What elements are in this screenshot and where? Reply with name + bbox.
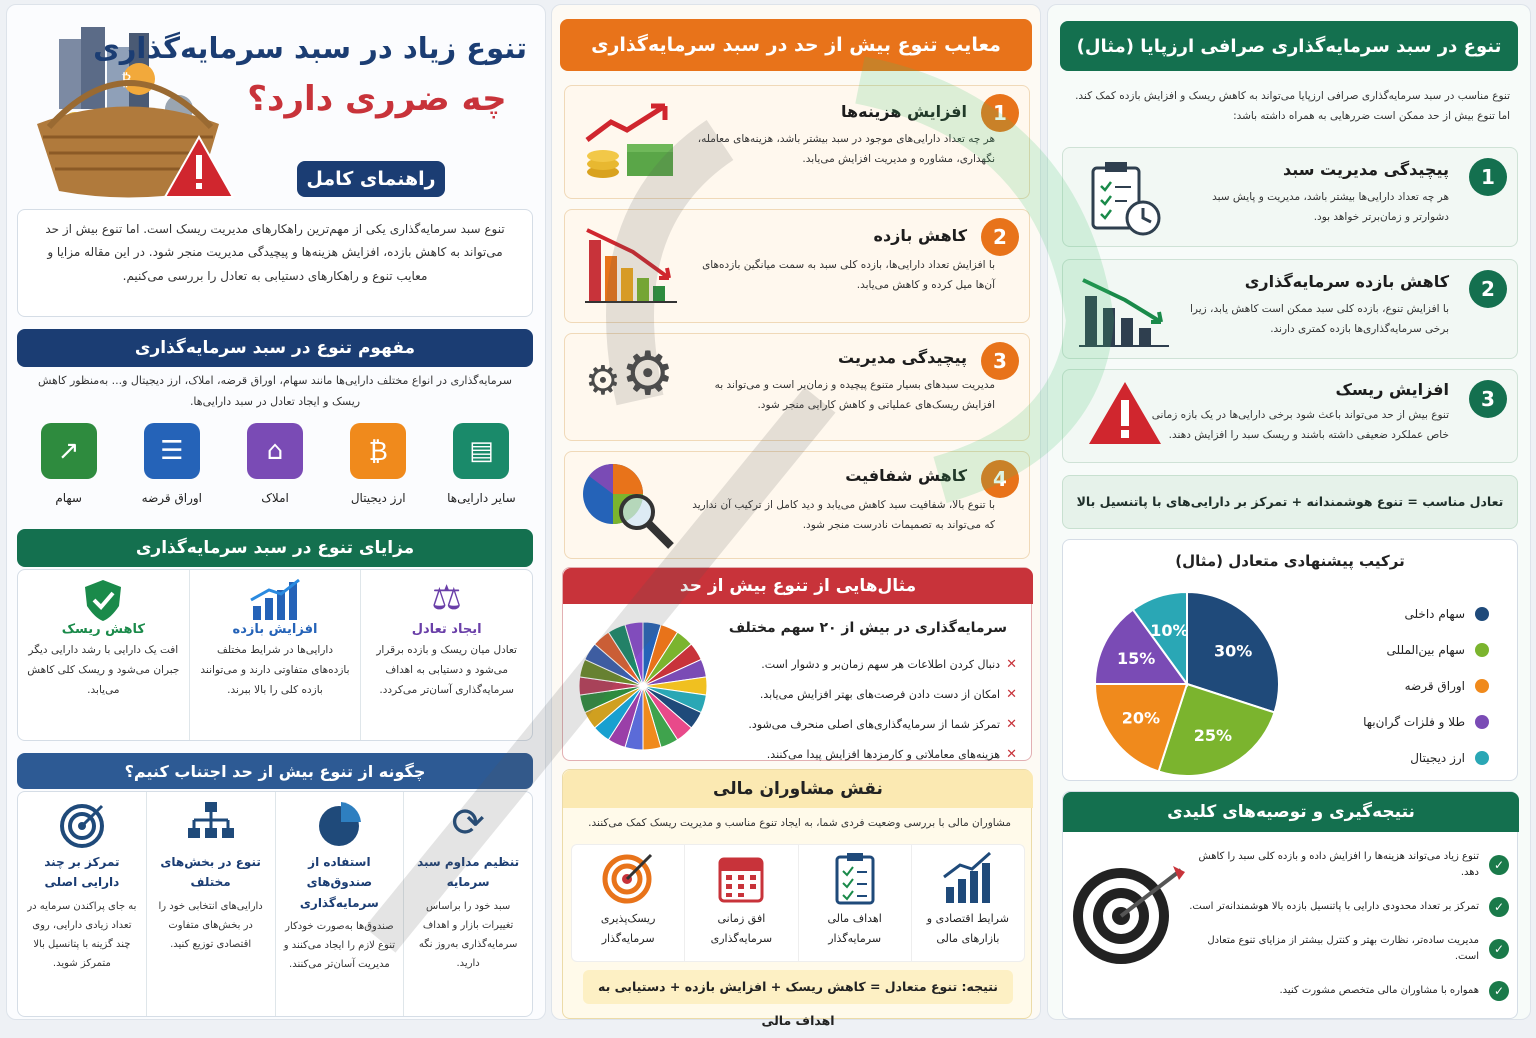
- disadvantages-header: معایب تنوع بیش از حد در سبد سرمایه‌گذاری: [560, 19, 1032, 71]
- asset-types: [17, 423, 533, 519]
- benefits-header: مزایای تنوع در سبد سرمایه‌گذاری: [17, 529, 533, 567]
- factor-goals: [798, 845, 911, 961]
- house-icon: ⌂: [247, 423, 303, 479]
- avoid-title: تمرکز بر چند دارایی اصلی: [44, 855, 120, 890]
- asset-label: سهام: [55, 491, 82, 505]
- benefit-title: کاهش ریسک: [61, 622, 145, 637]
- legend-swatch: [1475, 715, 1489, 729]
- bar-growth-icon: [912, 851, 1024, 909]
- number-badge: 1: [981, 94, 1019, 132]
- pie-icon: [282, 800, 398, 852]
- bar-decline-icon: [583, 226, 679, 310]
- advisor-factors: [571, 844, 1025, 962]
- benefit-balance: [360, 570, 532, 740]
- arzpaya-card-3: [1062, 369, 1518, 463]
- card-text: با افزایش تعداد دارایی‌ها، بازده کلی سبد به سمت میانگین بازده‌های آن‌ها میل کرده و کاهش می‌یابد.: [702, 259, 995, 291]
- bar-growth-icon: [198, 578, 353, 622]
- avoid-text: سبد خود را براساس تغییرات بازار و اهداف سرمایه‌گذاری به‌روز نگه دارید.: [418, 900, 518, 969]
- legend-label: سهام داخلی: [1404, 607, 1465, 621]
- number-badge: 3: [981, 342, 1019, 380]
- svg-text:₿: ₿: [120, 70, 132, 89]
- example-item: ✕هزینه‌های معاملاتی و کارمزدها افزایش پیدا می‌کنند.: [766, 746, 1017, 762]
- conclusion-header: نتیجه‌گیری و توصیه‌های کلیدی: [1063, 792, 1519, 832]
- card-title: کاهش بازده سرمایه‌گذاری: [1244, 272, 1449, 291]
- bar-decline-icon: [1077, 274, 1173, 354]
- avoid-title: تنوع در بخش‌های مختلف: [160, 855, 261, 890]
- legend-swatch: [1475, 679, 1489, 693]
- colorful-pie-icon: [575, 618, 711, 758]
- benefit-title: ایجاد تعادل: [411, 622, 482, 637]
- check-icon: ✓: [1489, 939, 1509, 959]
- intro-line1: تنوع مناسب در سبد سرمایه‌گذاری صرافی ارزپایا می‌تواند به کاهش ریسک و افزایش بازده کمک کند.: [1075, 90, 1510, 102]
- avoid-box: [17, 791, 533, 1017]
- card-title: افزایش هزینه‌ها: [841, 102, 967, 121]
- check-icon: ✓: [1489, 981, 1509, 1001]
- x-icon: ✕: [1006, 686, 1017, 702]
- card-title: کاهش شفافیت: [845, 466, 967, 485]
- check-icon: ✓: [1489, 855, 1509, 875]
- pie-slice-label: 30%: [1213, 641, 1253, 661]
- title-line2: چه ضرری دارد؟: [247, 79, 507, 119]
- hierarchy-icon: [153, 800, 269, 852]
- benefits-box: [17, 569, 533, 741]
- x-icon: ✕: [1006, 746, 1017, 762]
- card-title: کاهش بازده: [873, 226, 967, 245]
- legend-item: [1339, 596, 1489, 632]
- asset-item-other: [433, 423, 529, 519]
- disadvantage-card-3: [564, 333, 1030, 441]
- shield-check-icon: [26, 578, 181, 622]
- concept-text: سرمایه‌گذاری در انواع مختلف دارایی‌ها مانند سهام، اوراق قرضه، املاک، ارز دیجیتال و... به‌منظور کاهش ریسک و ایجاد تعادل در سبد دارایی‌ها.: [38, 374, 512, 408]
- legend-item: [1339, 632, 1489, 668]
- card-text: هر چه تعداد دارایی‌ها بیشتر باشد، مدیریت و پایش سبد دشوارتر و زمان‌برتر خواهد بود.: [1212, 191, 1449, 223]
- number-badge: 2: [981, 218, 1019, 256]
- arzpaya-card-1: [1062, 147, 1518, 247]
- asset-item-bonds: [124, 423, 220, 519]
- checklist-icon: [799, 851, 911, 909]
- card-title: افزایش ریسک: [1335, 380, 1449, 399]
- card-title: پیچیدگی مدیریت: [838, 348, 967, 367]
- example-item: ✕تمرکز شما از سرمایه‌گذاری‌های اصلی منحرف می‌شود.: [748, 716, 1017, 732]
- advisor-result: نتیجه: تنوع متعادل = کاهش ریسک + افزایش بازده + دستیابی به اهداف مالی: [583, 970, 1013, 1004]
- factor-horizon: [684, 845, 797, 961]
- avoid-text: به جای پراکندن سرمایه در تعداد زیادی دارایی، روی چند گزینه با پتانسیل بالا متمرکز شوید.: [27, 900, 137, 969]
- card-text: با تنوع بالا، شفافیت سبد کاهش می‌یابد و دید کامل از ترکیب آن ندارید که می‌تواند به تصمیمات نادرست منجر شود.: [692, 499, 995, 531]
- pie-slice-label: 15%: [1117, 649, 1156, 669]
- card-text: تنوع بیش از حد می‌تواند باعث شود برخی دارایی‌ها در یک بازه زمانی خاص عملکرد ضعیفی داشته باشند و ریسک سبد را افزایش دهند.: [1151, 409, 1449, 441]
- column-guide: [6, 4, 546, 1020]
- allocation-pie: [1091, 588, 1283, 780]
- balance-banner: تعادل مناسب = تنوع هوشمندانه + تمرکز بر دارایی‌های با پاتنسیل بالا: [1062, 475, 1518, 529]
- avoid-rebalance: [403, 792, 532, 1016]
- asset-item-stocks: [21, 423, 117, 519]
- money-growth-icon: [581, 100, 681, 190]
- arzpaya-intro: [1060, 87, 1510, 127]
- arzpaya-header: تنوع در سبد سرمایه‌گذاری صرافی ارزپایا (مثال): [1060, 21, 1518, 71]
- magnifier-pie-icon: [579, 458, 679, 558]
- check-icon: ✓: [1489, 897, 1509, 917]
- legend-label: اوراق قرضه: [1404, 679, 1465, 693]
- number-badge: 4: [981, 460, 1019, 498]
- card-text: هر چه تعداد دارایی‌های موجود در سبد بیشتر باشد، هزینه‌های معامله، نگهداری، مشاوره و مدیریت افزایش می‌یابد.: [697, 133, 995, 165]
- avoid-title: تنظیم مداوم سبد سرمایه: [417, 855, 520, 890]
- legend-label: ارز دیجیتال: [1410, 751, 1465, 765]
- conclusion-list: [1189, 844, 1509, 1012]
- avoid-text: دارایی‌های انتخابی خود را در بخش‌های متفاوت اقتصادی توزیع کنید.: [158, 900, 263, 950]
- conclusion-box: [1062, 791, 1518, 1019]
- bitcoin-icon: ₿: [350, 423, 406, 479]
- avoid-sectors: [146, 792, 275, 1016]
- conclusion-item: ✓ مدیریت ساده‌تر، نظارت بهتر و کنترل بیشتر از مزایای تنوع متعادل است.: [1189, 928, 1509, 970]
- column-arzpaya: [1047, 4, 1531, 1020]
- asset-label: اوراق قرضه: [141, 491, 203, 505]
- benefit-text: دارایی‌ها در شرایط مختلف بازده‌های متفاوتی دارند و می‌توانند بازده کلی را بالا ببرند.: [200, 644, 350, 696]
- intro-line2: اما تنوع بیش از حد ممکن است ضررهایی به همراه داشته باشد:: [1233, 109, 1510, 122]
- advisor-text: مشاوران مالی با بررسی وضعیت فردی شما، به ایجاد تنوع مناسب و مدیریت ریسک کمک می‌کنند.: [588, 817, 1011, 829]
- factor-risk: [572, 845, 684, 961]
- legend-swatch: [1475, 607, 1489, 621]
- legend-swatch: [1475, 751, 1489, 765]
- warning-icon: [1087, 378, 1163, 452]
- refresh-icon: ⟳: [451, 800, 485, 846]
- disadvantage-card-2: [564, 209, 1030, 323]
- benefit-text: تعادل میان ریسک و بازده برقرار می‌شود و دستیابی به اهداف سرمایه‌گذاری آسان‌تر می‌کردد.: [376, 644, 517, 696]
- card-text: مدیریت سبدهای بسیار متنوع پیچیده و زمان‌بر است و می‌تواند به افزایش ریسک‌های عملیاتی و کاهش کارایی منجر شود.: [714, 379, 995, 411]
- legend-item: [1339, 704, 1489, 740]
- examples-subtitle: سرمایه‌گذاری در بیش از ۲۰ سهم مختلف: [728, 620, 1007, 636]
- column-disadvantages: [551, 4, 1041, 1028]
- scales-icon: ⚖: [431, 578, 462, 618]
- examples-header: مثال‌هایی از تنوع بیش از حد: [563, 568, 1033, 604]
- asset-label: املاک: [261, 491, 289, 505]
- factor-label: اهداف مالی سرمایه‌گذار: [827, 912, 882, 945]
- arzpaya-card-2: [1062, 259, 1518, 359]
- legend-label: طلا و فلزات گران‌بها: [1363, 715, 1465, 729]
- asset-item-realestate: [227, 423, 323, 519]
- factor-label: شرایط اقتصادی و بازارهای مالی: [926, 912, 1009, 945]
- asset-label: ارز دیجیتال: [350, 491, 406, 505]
- intro-text: تنوع سبد سرمایه‌گذاری یکی از مهم‌ترین راهکارهای مدیریت ریسک است. اما تنوع بیش از حد می‌تواند به کاهش بازده، افزایش هزینه‌ها و پیچیدگی مدیریت منجر شود. در این مقاله مزایا و معایب تنوع و راهکارهای دستیابی به تعادل را بررسی می‌کنیم.: [17, 209, 533, 317]
- factor-label: افق زمانی سرمایه‌گذاری: [710, 912, 773, 945]
- benefit-title: افزایش بازده: [232, 622, 318, 637]
- guide-badge: راهنمای کامل: [297, 161, 445, 197]
- x-icon: ✕: [1006, 657, 1017, 672]
- avoid-funds: [275, 792, 404, 1016]
- asset-item-crypto: [330, 423, 426, 519]
- document-icon: ☰: [144, 423, 200, 479]
- x-icon: ✕: [1006, 716, 1017, 732]
- concept-header: مفهوم تنوع در سبد سرمایه‌گذاری: [17, 329, 533, 367]
- disadvantage-card-4: [564, 451, 1030, 559]
- gears-icon: ⚙⚙: [585, 339, 675, 409]
- disadvantage-card-1: [564, 85, 1030, 199]
- examples-box: [562, 567, 1032, 761]
- avoid-focus: [18, 792, 146, 1016]
- examples-list: [717, 650, 1017, 770]
- target-arrow-icon: [1069, 850, 1189, 974]
- legend-item: [1339, 668, 1489, 704]
- card-title: پیچیدگی مدیریت سبد: [1282, 160, 1449, 179]
- example-item: ✕امکان از دست دادن فرصت‌های بهتر افزایش می‌یابد.: [759, 686, 1017, 702]
- card-text: با افزایش تنوع، بازده کلی سبد ممکن است کاهش یابد، زیرا برخی سرمایه‌گذاری‌ها بازده کمتری دارند.: [1190, 303, 1449, 335]
- benefit-text: افت یک دارایی با رشد دارایی دیگر جبران می‌شود و ریسک کلی کاهش می‌یابد.: [27, 644, 180, 696]
- factor-market: [911, 845, 1024, 961]
- advisor-box: [562, 769, 1032, 1028]
- pie-slice-label: 10%: [1150, 620, 1189, 640]
- legend-item: [1339, 740, 1489, 776]
- allocation-chart-box: [1062, 539, 1518, 781]
- target-icon: [24, 800, 140, 852]
- number-badge: 3: [1469, 380, 1507, 418]
- number-badge: 2: [1469, 270, 1507, 308]
- benefit-risk: [18, 570, 189, 740]
- target-icon: [572, 851, 684, 909]
- conclusion-item: ✓ تنوع زیاد می‌تواند هزینه‌ها را افزایش داده و بازده کلی سبد را کاهش دهد.: [1189, 844, 1509, 886]
- money-stack-icon: ▤: [453, 423, 509, 479]
- pie-slice-label: 25%: [1193, 725, 1233, 745]
- chart-up-icon: ↗: [41, 423, 97, 479]
- legend-swatch: [1475, 643, 1489, 657]
- benefit-return: [189, 570, 361, 740]
- calendar-icon: [685, 851, 797, 909]
- pie-slice-label: 20%: [1121, 708, 1161, 728]
- asset-label: سایر دارایی‌ها: [447, 491, 516, 505]
- factor-label: ریسک‌پذیری سرمایه‌گذار: [600, 912, 656, 945]
- page-title: [93, 31, 527, 119]
- avoid-title: استفاده از صندوق‌های سرمایه‌گذاری: [299, 855, 379, 910]
- clipboard-clock-icon: [1087, 158, 1163, 242]
- avoid-header: چگونه از تنوع بیش از حد اجتناب کنیم؟: [17, 753, 533, 789]
- example-item: ✕دنبال کردن اطلاعات هر سهم زمان‌بر و دشوار است.: [761, 657, 1017, 672]
- advisor-header: نقش مشاوران مالی: [563, 770, 1033, 808]
- chart-title: ترکیب پیشنهادی متعادل (مثال): [1175, 552, 1405, 570]
- chart-legend: [1339, 596, 1489, 776]
- legend-label: سهام بین‌المللی: [1386, 643, 1465, 657]
- title-line1: تنوع زیاد در سبد سرمایه‌گذاری: [93, 31, 527, 65]
- conclusion-item: ✓ همواره با مشاوران مالی متخصص مشورت کنید.: [1189, 970, 1509, 1012]
- conclusion-item: ✓ تمرکز بر تعداد محدودی دارایی با پاتنسیل بازده بالا هوشمندانه‌تر است.: [1189, 886, 1509, 928]
- number-badge: 1: [1469, 158, 1507, 196]
- avoid-text: صندوق‌ها به‌صورت خودکار تنوع لازم را ایجاد می‌کنند و مدیریت آسان‌تر می‌کنند.: [283, 921, 395, 971]
